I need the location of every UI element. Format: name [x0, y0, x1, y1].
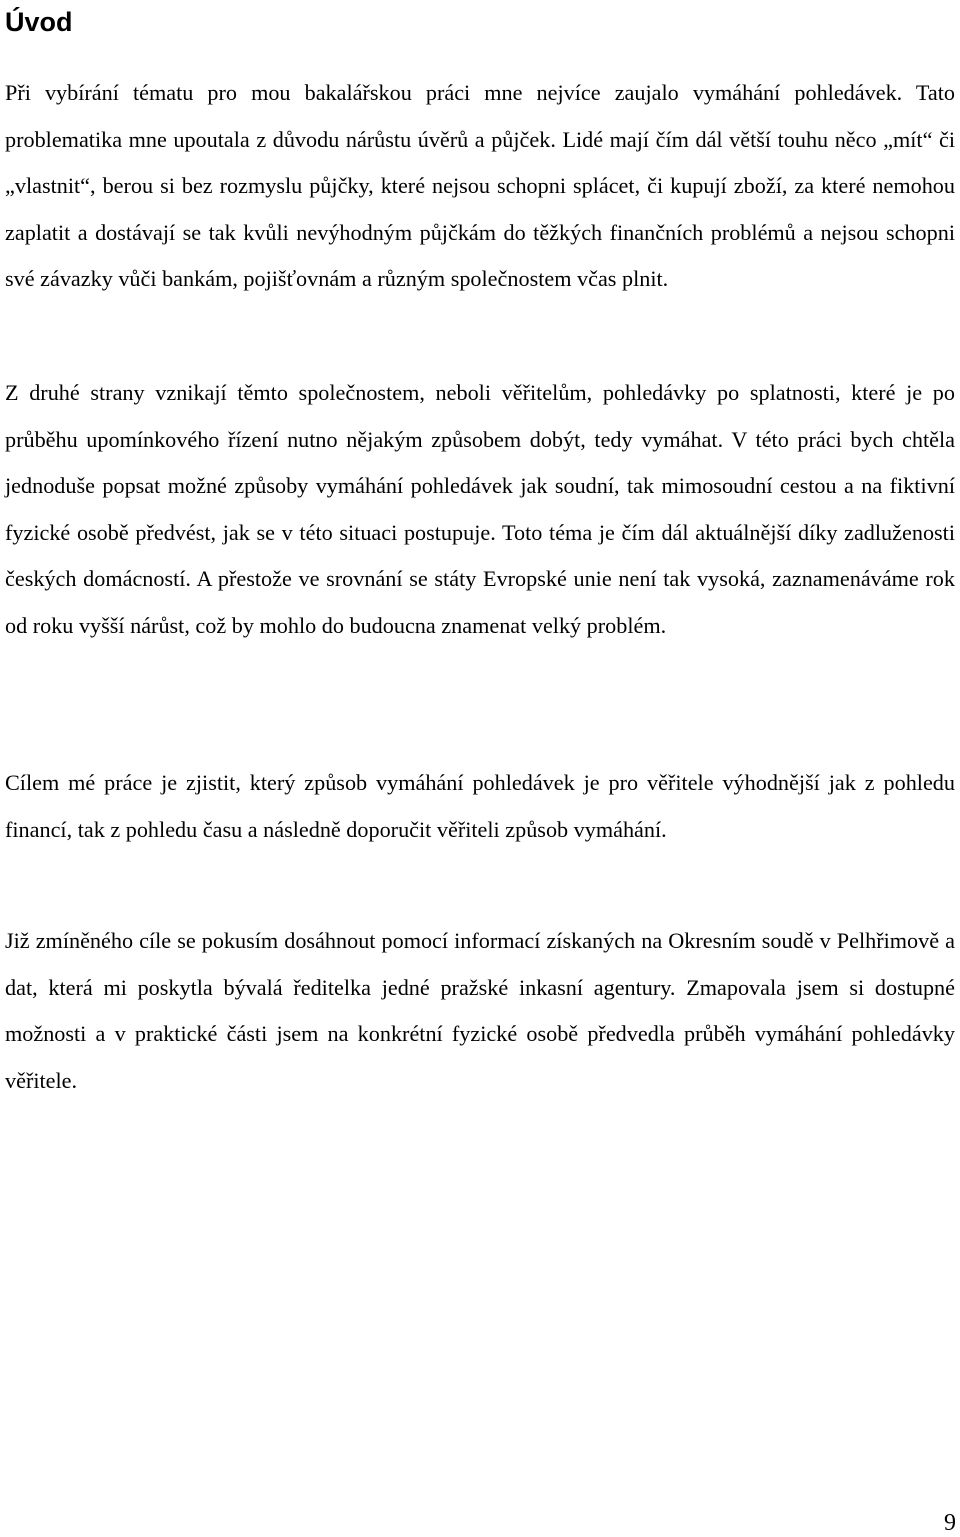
paragraph-motivation: Při vybírání tématu pro mou bakalářskou práci mne nejvíce zaujalo vymáhání pohledávek. Tato problematika mne upoutala z důvodu nárůstu úvěrů a půjček. Lidé mají čím dál větší touhu něco „mít“ či „vlastnit“, berou si bez rozmyslu půjčky, které nejsou schopni splácet, či kupují zboží, za které nemohou zaplatit a dostávají se tak kvůli nevýhodným půjčkám do těžkých finančních problémů a nejsou schopni své závazky vůči bankám, pojišťovnám a různým společnostem včas plnit. — [5, 80, 955, 292]
paragraph-creditor-side: Z druhé strany vznikají těmto společnostem, neboli věřitelům, pohledávky po splatnosti, které je po průběhu upomínkového řízení nutno nějakým způsobem dobýt, tedy vymáhat. V této práci bych chtěla jednoduše popsat možné způsoby vymáhání pohledávek jak soudní, tak mimosoudní cestou a na fiktivní fyzické osobě předvést, jak se v této situaci postupuje. Toto téma je čím dál aktuálnější díky zadluženosti českých domácností. A přestože ve srovnání se státy Evropské unie není tak vysoká, zaznamenáváme rok od roku vyšší nárůst, což by mohlo do budoucna znamenat velký problém. — [5, 380, 955, 638]
section-heading: Úvod — [5, 7, 73, 37]
paragraph-method: Již zmíněného cíle se pokusím dosáhnout pomocí informací získaných na Okresním soudě v Pelhřimově a dat, která mi poskytla bývalá ředitelka jedné pražské inkasní agentury. Zmapovala jsem si dostupné možnosti a v praktické části jsem na konkrétní fyzické osobě předvedla průběh vymáhání pohledávky věřitele. — [5, 928, 955, 1093]
paragraph-goal: Cílem mé práce je zjistit, který způsob vymáhání pohledávek je pro věřitele výhodnější jak z pohledu financí, tak z pohledu času a následně doporučit věřiteli způsob vymáhání. — [5, 770, 955, 842]
page-number: 9 — [944, 1510, 956, 1536]
